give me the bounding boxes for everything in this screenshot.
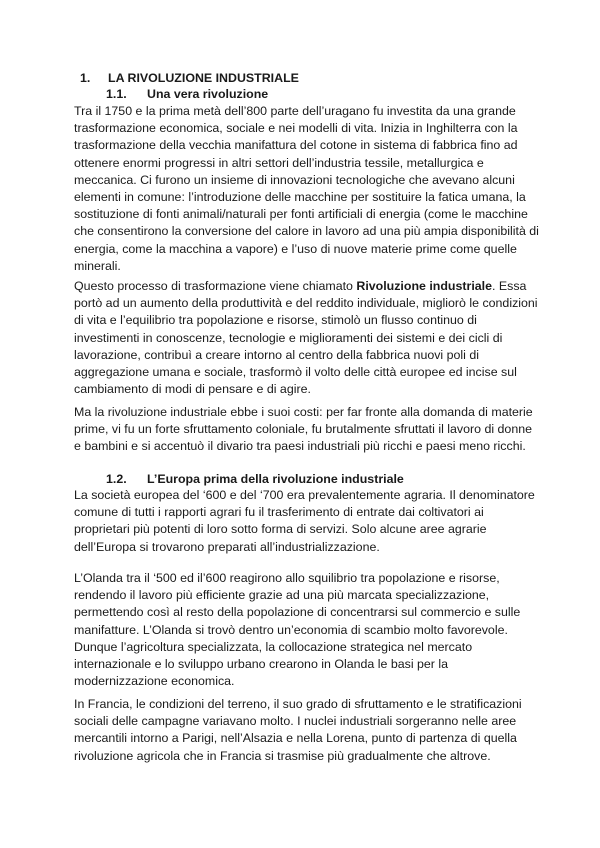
text-line: ottenere enormi progressi in altri settori dell’industria tessile, metallurgica e [74, 155, 484, 170]
text-run: Questo processo di trasformazione viene chiamato [74, 279, 357, 293]
paragraph [74, 278, 544, 398]
text-line: energia, come la macchina a vapore) e l’uso di nuove materie prime come quelle [74, 241, 517, 256]
text-line: permettendo così al resto della popolazione di concentrarsi sul commercio e sulle [74, 605, 521, 620]
text-line: rivoluzione agricola che in Francia si trasmise più gradualmente che altrove. [74, 748, 491, 763]
paragraph [74, 570, 544, 690]
text-line: portò ad un aumento della produttività e del reddito individuale, migliorò le condizioni [74, 296, 538, 311]
text-line: L’Olanda tra il ‘500 ed il’600 reagirono allo squilibrio tra popolazione e risorse, [74, 571, 500, 585]
text-line: di vita e l’equilibrio tra popolazione e risorse, stimolò un flusso continuo di [74, 313, 477, 328]
chapter-heading [80, 70, 299, 87]
text-line: Dunque l’agricoltura specializzata, la collocazione strategica nel mercato [74, 639, 473, 654]
text-line: rendendo il lavoro più efficiente grazie ad una più marcata specializzazione, [74, 588, 490, 603]
chapter-number: 1. [80, 71, 91, 85]
text-line: manifatture. L’Olanda si trovò dentro un’economia di scambio molto favorevole. [74, 622, 508, 637]
text-line: elementi in comune: l’introduzione delle macchine per sostituire la fatica umana, la [74, 190, 526, 205]
text-line: La società europea del ‘600 e del ‘700 era prevalentemente agraria. Il denominatore [74, 488, 535, 502]
paragraph [74, 103, 544, 275]
text-line: investimenti in conoscenze, tecnologie e miglioramenti dei sistemi e dei cicli di [74, 330, 503, 345]
text-line: e bambini e si accentuò il divario tra paesi industriali più ricchi e paesi meno ricchi. [74, 439, 526, 454]
text-line: trasformazione della vecchia manifattura del cotone in sistema di fabbrica fino ad [74, 138, 518, 153]
paragraph [74, 404, 544, 456]
text-line: dell’Europa si trovarono preparati all’industrializzazione. [74, 539, 380, 554]
text-line [74, 278, 544, 295]
text-line: lavorazione, contribuì a creare intorno al centro della fabbrica nuovi poli di [74, 347, 479, 362]
text-line: mercantili intorno a Parigi, nell’Alsazia e nella Lorena, punto di partenza di quella [74, 731, 517, 746]
text-line: trasformazione economica, sociale e nei modelli di vita. Inizia in Inghilterra con la [74, 121, 518, 136]
text-run: . Essa [492, 279, 527, 293]
text-line: sociali delle campagne variavano molto. I nuclei industriali sorgeranno nelle aree [74, 714, 517, 729]
text-line: Ma la rivoluzione industriale ebbe i suoi costi: per far fronte alla domanda di materie [74, 405, 533, 419]
section-title: Una vera rivoluzione [147, 87, 269, 101]
section-heading-1-2 [106, 471, 404, 488]
text-line: prime, vi fu un forte sfruttamento coloniale, fu brutalmente sfruttati il lavoro di donne [74, 422, 532, 437]
text-line: che consentirono la conversione del calore in lavoro ad una più ampia disponibilità di [74, 224, 539, 239]
chapter-title: LA RIVOLUZIONE INDUSTRIALE [108, 71, 299, 85]
paragraph [74, 696, 544, 765]
text-line: minerali. [74, 258, 121, 273]
section-number: 1.1. [106, 87, 127, 101]
text-line: aggregazione umana e sociale, trasformò il volto delle città europee ed incise sul [74, 365, 517, 380]
text-line: internazionale e lo sviluppo urbano crearono in Olanda le basi per la [74, 657, 449, 672]
text-line: cambiamento di modi di pensare e di agire. [74, 382, 311, 397]
section-number: 1.2. [106, 472, 127, 486]
text-line: comune di tutti i rapporti agrari fu il trasferimento di entrate dai coltivatori ai [74, 505, 484, 520]
section-title: L’Europa prima della rivoluzione industriale [147, 472, 404, 486]
paragraph [74, 487, 544, 556]
text-line: modernizzazione economica. [74, 674, 235, 689]
text-line: Tra il 1750 e la prima metà dell’800 parte dell’uragano fu investita da una grande [74, 104, 516, 118]
text-line: In Francia, le condizioni del terreno, il suo grado di sfruttamento e le stratificazioni [74, 697, 522, 711]
bold-term: Rivoluzione industriale [356, 279, 493, 293]
section-heading-1-1 [106, 86, 268, 103]
text-line: sostituzione di fonti animali/naturali per fonti artificiali di energia (come le macchine [74, 207, 528, 222]
text-line: proprietari più potenti di loro sotto forma di servizi. Solo alcune aree agrarie [74, 522, 487, 537]
text-line: meccanica. Ci furono un insieme di innovazioni tecnologiche che avevano alcuni [74, 172, 515, 187]
